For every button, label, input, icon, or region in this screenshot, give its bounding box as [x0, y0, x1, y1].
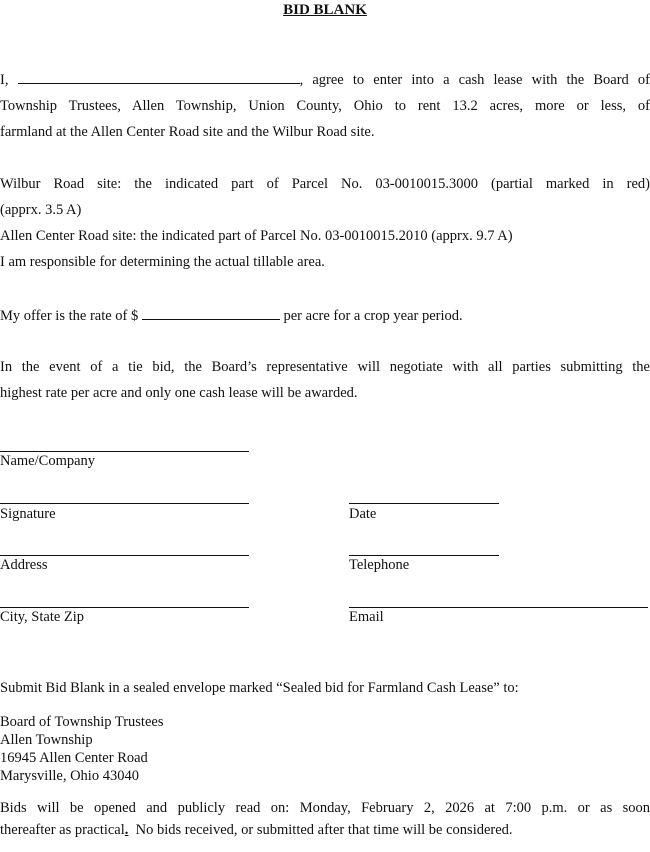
intro-line-1: [0, 67, 650, 93]
allen-site-line: Allen Center Road site: the indicated part of Parcel No. 03-0010015.2010 (apprx. 9.7 A): [0, 228, 513, 244]
opening-period-mark: .: [124, 822, 129, 838]
signature-label: Signature: [0, 506, 56, 522]
intro-line-1-text: , agree to enter into a cash lease with the Board of: [299, 72, 650, 88]
address-line-3: 16945 Allen Center Road: [0, 750, 148, 766]
email-line[interactable]: [349, 607, 648, 608]
name-company-label: Name/Company: [0, 453, 96, 469]
telephone-label: Telephone: [349, 557, 410, 573]
page-title: BID BLANK: [283, 2, 367, 18]
address-line-1: Board of Township Trustees: [0, 714, 164, 730]
bidder-name-blank[interactable]: [18, 69, 300, 84]
mailing-address: [0, 713, 163, 785]
rate-blank[interactable]: [142, 305, 280, 320]
date-label: Date: [349, 506, 377, 522]
telephone-line[interactable]: [349, 555, 499, 556]
address-line-4: Marysville, Ohio 43040: [0, 768, 139, 784]
tie-paragraph: [0, 354, 650, 406]
signature-line[interactable]: [0, 503, 249, 504]
address-line[interactable]: [0, 555, 249, 556]
opening-line-2: [0, 819, 650, 841]
intro-prefix: I,: [0, 72, 9, 88]
date-line[interactable]: [349, 503, 499, 504]
tie-line-1: In the event of a tie bid, the Board’s representative will negotiate with all parties submitting the: [0, 359, 650, 375]
opening-line-2-start: thereafter as practical: [0, 822, 125, 838]
sites-paragraph: [0, 171, 650, 275]
address-label: Address: [0, 557, 48, 573]
responsibility-line: I am responsible for determining the actual tillable area.: [0, 254, 325, 270]
submit-instruction: Submit Bid Blank in a sealed envelope marked “Sealed bid for Farmland Cash Lease” to:: [0, 680, 519, 696]
opening-line-2-end: No bids received, or submitted after that time will be considered.: [128, 822, 513, 838]
offer-suffix: per acre for a crop year period.: [283, 308, 463, 324]
address-line-2: Allen Township: [0, 732, 93, 748]
wilbur-site-line: Wilbur Road site: the indicated part of Parcel No. 03-0010015.3000 (partial marked in red): [0, 176, 650, 192]
intro-line-2: Township Trustees, Allen Township, Union County, Ohio to rent 13.2 acres, more or less, of: [0, 98, 650, 114]
city-state-zip-line[interactable]: [0, 607, 249, 608]
name-company-line[interactable]: [0, 451, 249, 452]
intro-line-3: farmland at the Allen Center Road site and the Wilbur Road site.: [0, 124, 375, 140]
tie-line-2: highest rate per acre and only one cash lease will be awarded.: [0, 385, 358, 401]
city-state-zip-label: City, State Zip: [0, 609, 85, 625]
offer-prefix: My offer is the rate of $: [0, 308, 139, 324]
opening-line-1: Bids will be opened and publicly read on: Monday, February 2, 2026 at 7:00 p.m. or as soon: [0, 800, 650, 816]
opening-paragraph: [0, 797, 650, 841]
wilbur-site-area: (apprx. 3.5 A): [0, 202, 82, 218]
offer-line: [0, 305, 463, 326]
intro-paragraph: [0, 67, 650, 145]
email-label: Email: [349, 609, 384, 625]
